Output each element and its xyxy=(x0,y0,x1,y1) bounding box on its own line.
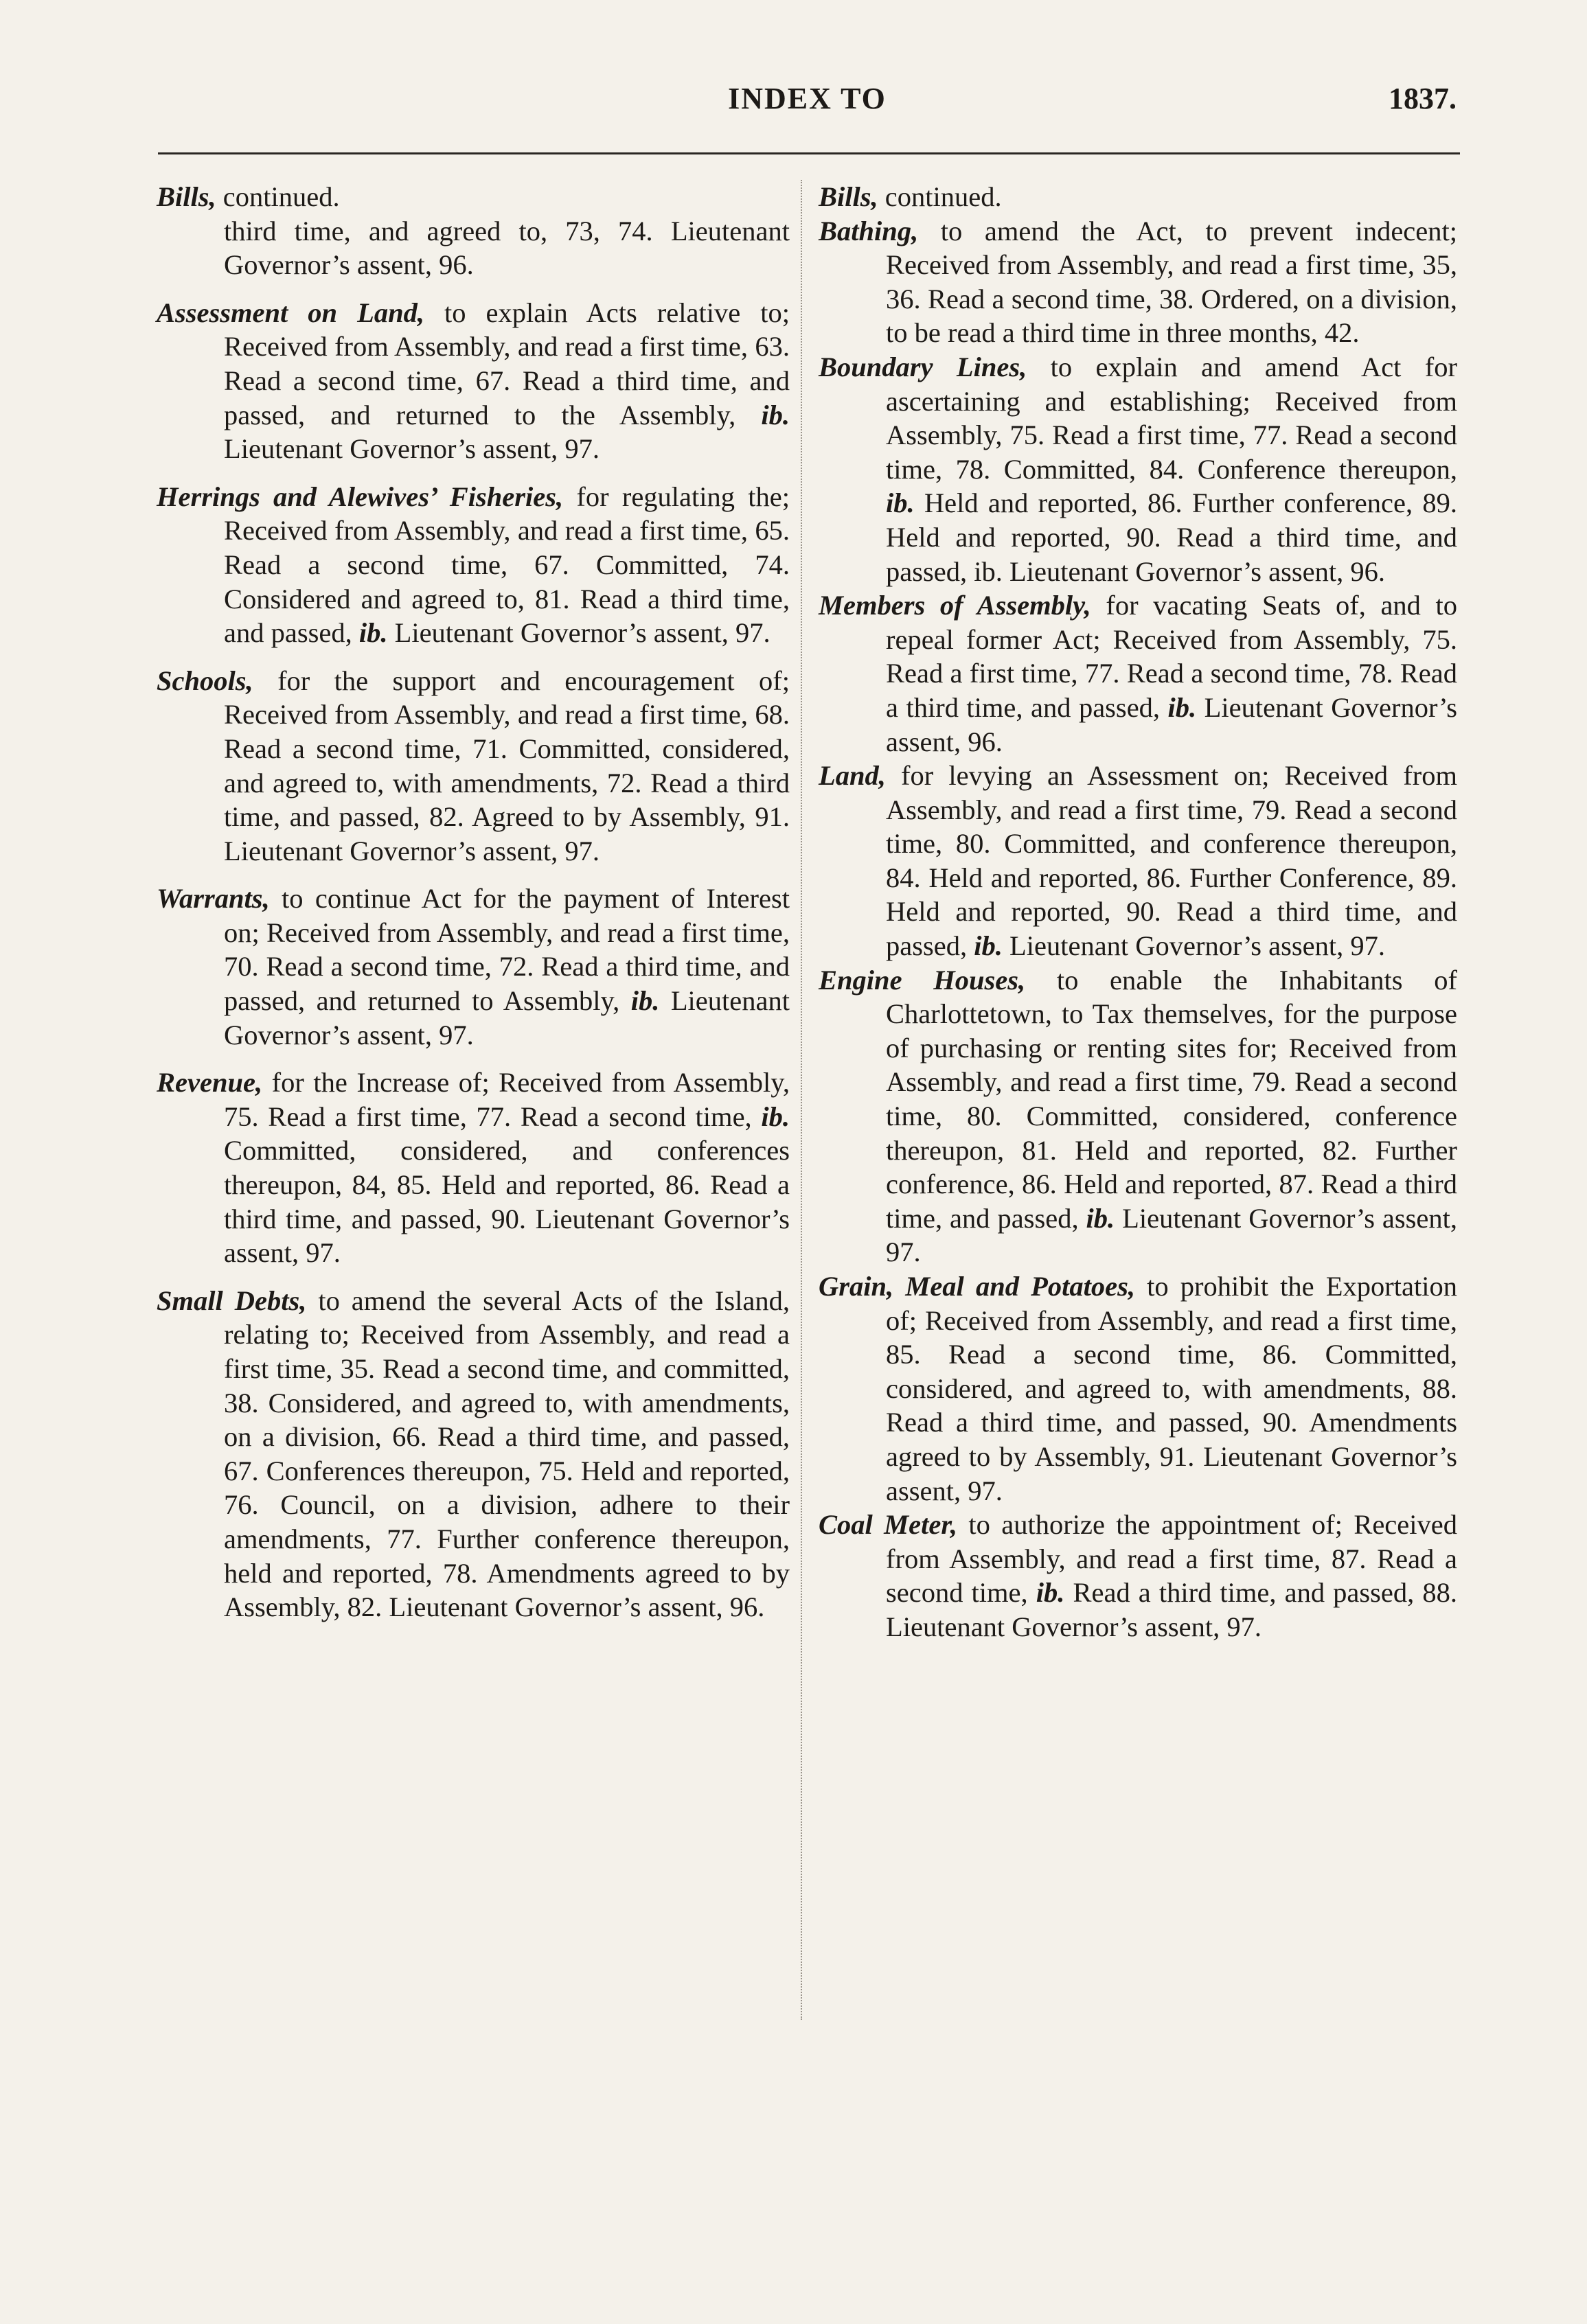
entry-text: to prohibit the Exportation of; Received from Assembly, and read a first time, 85. Read a second time, 86. Committed, considered, and agreed to, with amendments, 88. Read a third time, and passed, 90. Amendments agreed to by Assembly, 91. Lieutenant Governor’s assent, 97. xyxy=(886,1271,1458,1506)
continued-line xyxy=(157,180,790,214)
index-entry xyxy=(157,296,790,466)
entry-text: Lieutenant Governor’s assent, 97. xyxy=(886,1202,1457,1268)
entry-text: for the Increase of; Received from Assembly, 75. Read a first time, 77. Read a second time, xyxy=(224,1067,790,1132)
entry-ib: ib. xyxy=(761,399,790,430)
entry-ib: ib. xyxy=(886,487,915,519)
entry-text: Lieutenant Governor’s assent, 97. xyxy=(1002,930,1385,962)
entry-text: for the support and encouragement of; Received from Assembly, and read a first time, 68. Read a second time, 71. Committed, considered, and agreed to, with amendments, 72. Read a third time, and passed, 82. Agreed to by Assembly, 91. Lieutenant Governor’s assent, 97. xyxy=(224,665,790,866)
entry-text: Lieutenant Governor’s assent, 97. xyxy=(224,985,790,1050)
entry-text: Read a third time, and passed, 88. Lieutenant Governor’s assent, 97. xyxy=(886,1577,1457,1642)
entry-text: Held and reported, 86. Further conference, 89. Held and reported, 90. Read a third time, and passed, ib. Lieutenant Governor’s assent, 96. xyxy=(886,487,1457,587)
entry-text: to amend the several Acts of the Island, relating to; Received from Assembly, and read a first time, 35. Read a second time, and committed, 38. Considered, and agreed to, with amendments, on a division, 66. Read a third time, and passed, 67. Conferences thereupon, 75. Held and reported, 76. Council, on a division, adhere to their amendments, 77. Further conference thereupon, held and reported, 78. Amendments agreed to by Assembly, 82. Lieutenant Governor’s assent, 96. xyxy=(224,1285,790,1623)
index-entry xyxy=(819,963,1457,1269)
entry-ib: ib. xyxy=(1167,691,1197,723)
entry-heading: Boundary Lines, xyxy=(819,351,1027,382)
continued-text xyxy=(157,214,790,282)
entry-text: to explain and amend Act for ascertaining and establishing; Received from Assembly, 75. Read a first time, 77. Read a second time, 78. Committed, 84. Conference thereupon, xyxy=(886,351,1457,485)
entry-ib: ib. xyxy=(630,985,660,1017)
entry-ib: ib. xyxy=(761,1101,790,1132)
entry-heading: Coal Meter, xyxy=(819,1509,957,1541)
entry-heading: Members of Assembly, xyxy=(819,590,1091,621)
continued-body: third time, and agreed to, 73, 74. Lieutenant Governor’s assent, 96. xyxy=(224,215,790,281)
index-entry xyxy=(819,1269,1457,1508)
continued-label: continued. xyxy=(884,181,1002,212)
continued-heading: Bills, xyxy=(157,181,216,212)
entry-text: Lieutenant Governor’s assent, 97. xyxy=(387,617,770,649)
entry-heading: Warrants, xyxy=(157,883,270,914)
continued-heading: Bills, xyxy=(819,181,878,212)
index-entry xyxy=(157,1284,790,1624)
index-entry xyxy=(157,1066,790,1270)
entry-text: for vacating Seats of, and to repeal former Act; Received from Assembly, 75. Read a first time, 77. Read a second time, 78. Read a third time, and passed, xyxy=(886,590,1458,723)
index-entry xyxy=(819,214,1457,350)
page-title: INDEX TO xyxy=(728,82,887,115)
entry-ib: ib. xyxy=(1086,1202,1115,1234)
entry-text: to amend the Act, to prevent indecent; Received from Assembly, and read a first time, 35, 36. Read a second time, 38. Ordered, on a division, to be read a third time in three months, 42. xyxy=(886,215,1457,349)
entry-heading: Small Debts, xyxy=(157,1285,307,1316)
page-year: 1837. xyxy=(1389,82,1457,115)
entry-heading: Revenue, xyxy=(157,1067,263,1098)
entry-heading: Assessment on Land, xyxy=(157,297,424,328)
index-entry xyxy=(819,759,1457,963)
entry-text: to continue Act for the payment of Interest on; Received from Assembly, and read a first time, 70. Read a second time, 72. Read a third time, and passed, and returned to Assembly, xyxy=(224,883,790,1017)
left-column xyxy=(157,180,790,1624)
entry-heading: Grain, Meal and Potatoes, xyxy=(819,1271,1135,1302)
header-rule xyxy=(158,152,1460,154)
entry-text: for levying an Assessment on; Received from Assembly, and read a first time, 79. Read a second time, 80. Committed, and conference thereupon, 84. Held and reported, 86. Further Conference, 89. Held and reported, 90. Read a third time, and passed, xyxy=(886,760,1458,962)
column-divider xyxy=(801,180,802,2020)
entry-ib: ib. xyxy=(1036,1577,1065,1609)
right-column xyxy=(819,180,1457,1644)
entry-text: to explain Acts relative to; Received from Assembly, and read a first time, 63. Read a second time, 67. Read a third time, and passed, and returned to the Assembly, xyxy=(224,297,790,430)
entry-text: for regulating the; Received from Assembly, and read a first time, 65. Read a second time, 67. Committed, 74. Considered and agreed to, 81. Read a third time, and passed, xyxy=(224,481,790,649)
continued-line xyxy=(819,180,1457,214)
index-entry xyxy=(819,588,1457,759)
continued-label: continued. xyxy=(222,181,340,212)
entry-heading: Land, xyxy=(819,760,886,792)
entry-text: Committed, considered, and conferences thereupon, 84, 85. Held and reported, 86. Read a third time, and passed, 90. Lieutenant Governor’s assent, 97. xyxy=(224,1135,790,1269)
index-entry xyxy=(157,664,790,868)
entry-text: to enable the Inhabitants of Charlottetown, to Tax themselves, for the purpose of purchasing or renting sites for; Received from Assembly, and read a first time, 79. Read a second time, 80. Committed, considered, conference thereupon, 81. Held and reported, 82. Further conference, 86. Held and reported, 87. Read a third time, and passed, xyxy=(886,964,1457,1234)
entry-text: Lieutenant Governor’s assent, 96. xyxy=(886,691,1457,757)
entry-text: Lieutenant Governor’s assent, 97. xyxy=(224,433,600,465)
entry-heading: Bathing, xyxy=(819,215,919,246)
index-entry xyxy=(819,350,1457,588)
entry-heading: Schools, xyxy=(157,665,253,696)
index-entry xyxy=(819,1508,1457,1644)
entry-ib: ib. xyxy=(974,930,1003,962)
entry-text: to authorize the appointment of; Received from Assembly, and read a first time, 87. Read a second time, xyxy=(886,1509,1457,1609)
entry-heading: Engine Houses, xyxy=(819,964,1026,996)
page-header xyxy=(158,81,1457,122)
index-entry xyxy=(157,882,790,1052)
entry-heading: Herrings and Alewives’ Fisheries, xyxy=(157,481,564,512)
entry-ib: ib. xyxy=(358,617,388,649)
index-entry xyxy=(157,480,790,650)
